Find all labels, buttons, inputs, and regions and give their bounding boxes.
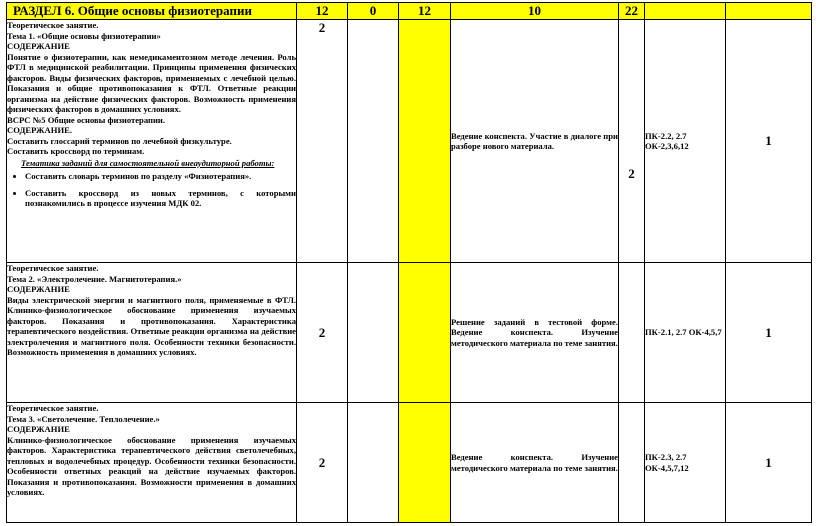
topic-title: Тема 3. «Светолечение. Теплолечение.» <box>7 413 160 424</box>
topic-title: Тема 1. «Общие основы физиотерапии» <box>7 30 161 41</box>
topic-1-practice-cell <box>348 20 399 263</box>
topic-1-hours: 2 <box>297 20 348 263</box>
topic-description: Клинико-физиологическое обоснование применения изучаемых факторов. Характеристика терапевтического действия светолечебных, тепловых и водолечебных процедур. Особенности техники безопасности. Особенности ответных реакций на действие изучаемых факторов. Показания и противопоказания. Возможности применения в домашних условиях. <box>7 434 296 497</box>
topic-title: Тема 2. «Электролечение. Магнитотерапия.» <box>7 273 182 284</box>
srs-title: ВСРС №5 Общие основы физиотерапии. <box>7 114 166 125</box>
topic-1-level: 1 <box>726 20 812 263</box>
header-competencies-cell <box>645 3 726 20</box>
lesson-type-label: Теоретическое занятие. <box>7 403 99 413</box>
topic-description: Виды электрической энергии и магнитного поля, применяемые в ФТЛ. Клинико-физиологическое обоснование применения изучаемых факторов. Показания и противопоказания. Характеристика терапевтического воздействия. Ответные реакции организма на действие электролечения и магнитного поля. Особенности техники безопасности. Возможность применения в домашних условиях. <box>7 294 296 357</box>
topic-2-level: 1 <box>726 263 812 403</box>
header-total-hours: 12 <box>297 3 348 20</box>
topic-3-practice-cell <box>348 403 399 523</box>
content-label: СОДЕРЖАНИЕ <box>7 41 70 51</box>
topic-3-level: 1 <box>726 403 812 523</box>
topic-2-hours: 2 <box>297 263 348 403</box>
topic-2-content <box>7 263 297 403</box>
topic-2-competencies: ПК-2.1, 2.7 ОК-4,5,7 <box>645 263 726 403</box>
topic-3-srs-text: Ведение конспекта. Изучение методического материала по теме занятия. <box>451 403 619 523</box>
topic-1-yellow-cell <box>399 20 451 263</box>
topic-3-yellow-cell <box>399 403 451 523</box>
topic-3-hours: 2 <box>297 403 348 523</box>
header-srs-hours: 10 <box>451 3 619 20</box>
header-sum-hours: 22 <box>619 3 645 20</box>
topic-row-3 <box>7 403 812 523</box>
content-label: СОДЕРЖАНИЕ <box>7 424 70 434</box>
topic-3-srs-hours-cell <box>619 403 645 523</box>
topic-1-competencies: ПК-2.2, 2.7 ОК-2,3,6,12 <box>645 20 726 263</box>
header-theory-hours: 12 <box>399 3 451 20</box>
curriculum-table <box>6 2 812 523</box>
topic-3-content <box>7 403 297 523</box>
topic-2-srs-hours-cell <box>619 263 645 403</box>
srs-line-1: Составить глоссарий терминов по лечебной физкультуре. <box>7 135 232 146</box>
topic-3-competencies: ПК-2.3, 2.7 ОК-4,5,7,12 <box>645 403 726 523</box>
topic-2-yellow-cell <box>399 263 451 403</box>
topic-1-content <box>7 20 297 263</box>
topic-2-practice-cell <box>348 263 399 403</box>
topic-description: Понятие о физиотерапии, как немедикаментозном методе лечения. Роль ФТЛ в медицинской реабилитации. Принципы применения физических факторов. Виды физических факторов, применяемых с лечебной целью. Показания и общие противопоказания к ФТЛ. Ответные реакции организма на действие физических факторов. Возможность применения физических факторов в домашних условиях. <box>7 51 296 114</box>
section-header-row <box>7 3 812 20</box>
tasks-list <box>7 171 296 209</box>
section-title: РАЗДЕЛ 6. Общие основы физиотерапии <box>7 3 297 20</box>
task-item: • Составить кроссворд из новых терминов, с которыми познакомились в процессе изучения МДК 02. <box>25 188 296 209</box>
tasks-heading: Тематика заданий для самостоятельной внеаудиторной работы: <box>21 157 275 168</box>
header-level-cell <box>726 3 812 20</box>
content-label: СОДЕРЖАНИЕ <box>7 284 70 294</box>
srs-content-label: СОДЕРЖАНИЕ. <box>7 125 73 135</box>
lesson-type-label: Теоретическое занятие. <box>7 20 99 30</box>
topic-1-srs-hours: 2 <box>619 20 645 263</box>
task-item: • Составить словарь терминов по разделу «Физиотерапия». <box>25 171 296 182</box>
topic-1-srs-text: Ведение конспекта. Участие в диалоге при разборе нового материала. <box>451 20 619 263</box>
lesson-type-label: Теоретическое занятие. <box>7 263 99 273</box>
header-practice-hours: 0 <box>348 3 399 20</box>
srs-line-2: Составить кроссворд по терминам. <box>7 146 145 156</box>
topic-2-srs-text: Решение заданий в тестовой форме. Ведение конспекта. Изучение методического материала по теме занятия. <box>451 263 619 403</box>
topic-row-2 <box>7 263 812 403</box>
topic-row-1 <box>7 20 812 263</box>
